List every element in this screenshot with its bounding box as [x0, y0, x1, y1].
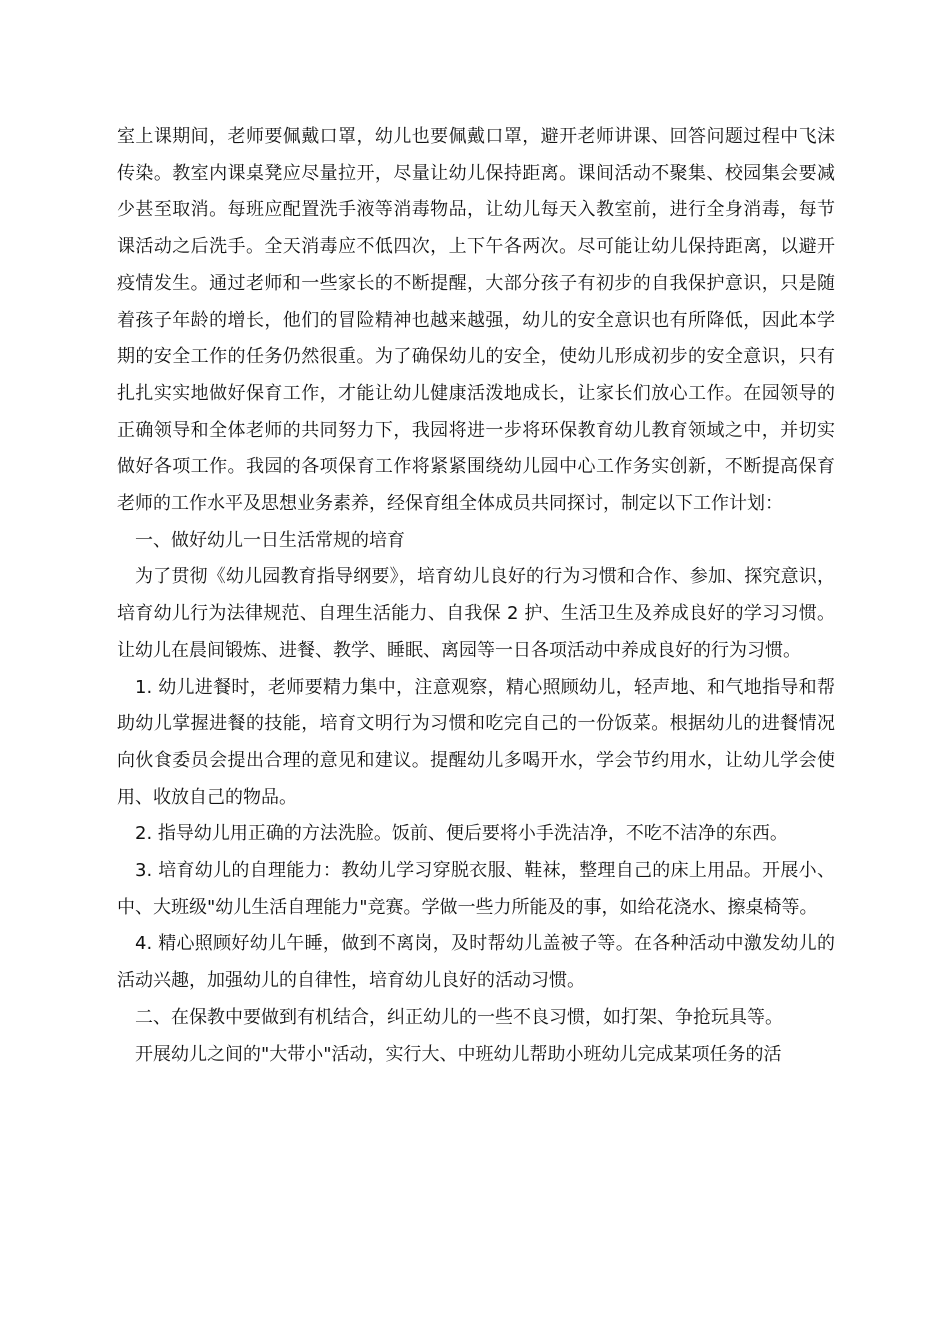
list-item-3: 3. 培育幼儿的自理能力：教幼儿学习穿脱衣服、鞋袜，整理自己的床上用品。开展小、中、大班级"幼儿生活自理能力"竞赛。学做一些力所能及的事，如给花浇水、擦桌椅等。: [117, 860, 835, 918]
list-item-1: 1. 幼儿进餐时，老师要精力集中，注意观察，精心照顾幼儿，轻声地、和气地指导和帮助幼儿掌握进餐的技能，培育文明行为习惯和吃完自己的一份饭菜。根据幼儿的进餐情况向伙食委员会提出合理的意见和建议。提醒幼儿多喝开水，学会节约用水，让幼儿学会使用、收放自己的物品。: [117, 676, 835, 808]
section-heading-1: 一、做好幼儿一日生活常规的培育: [135, 529, 405, 551]
list-item-2: 2. 指导幼儿用正确的方法洗脸。饭前、便后要将小手洗洁净，不吃不洁净的东西。: [135, 823, 788, 845]
paragraph-activity: 开展幼儿之间的"大带小"活动，实行大、中班幼儿帮助小班幼儿完成某项任务的活: [135, 1043, 782, 1065]
paragraph-guideline: 为了贯彻《幼儿园教育指导纲要》，培育幼儿良好的行为习惯和合作、参加、探究意识，培育幼儿行为法律规范、自理生活能力、自我保 2 护、生活卫生及养成良好的学习习惯。让幼儿在晨间锻炼、进餐、教学、睡眠、离园等一日各项活动中养成良好的行为习惯。: [117, 566, 835, 661]
document-page: [117, 119, 835, 1073]
list-item-4: 4. 精心照顾好幼儿午睡，做到不离岗，及时帮幼儿盖被子等。在各种活动中激发幼儿的活动兴趣，加强幼儿的自律性，培育幼儿良好的活动习惯。: [117, 933, 835, 992]
paragraph-intro: 室上课期间，老师要佩戴口罩，幼儿也要佩戴口罩，避开老师讲课、回答问题过程中飞沫传染。教室内课桌凳应尽量拉开，尽量让幼儿保持距离。课间活动不聚集、校园集会要减少甚至取消。每班应配置洗手液等消毒物品，让幼儿每天入教室前，进行全身消毒，每节课活动之后洗手。全天消毒应不低四次，上下午各两次。尽可能让幼儿保持距离，以避开疫情发生。通过老师和一些家长的不断提醒，大部分孩子有初步的自我保护意识，只是随着孩子年龄的增长，他们的冒险精神也越来越强，幼儿的安全意识也有所降低，因此本学期的安全工作的任务仍然很重。为了确保幼儿的安全，使幼儿形成初步的安全意识，只有扎扎实实地做好保育工作，才能让幼儿健康活泼地成长，让家长们放心工作。在园领导的正确领导和全体老师的共同努力下，我园将进一步将环保教育幼儿教育领域之中，并切实做好各项工作。我园的各项保育工作将紧紧围绕幼儿园中心工作务实创新，不断提高保育老师的工作水平及思想业务素养，经保育组全体成员共同探讨，制定以下工作计划：: [117, 126, 835, 515]
section-heading-2: 二、在保教中要做到有机结合，纠正幼儿的一些不良习惯，如打架、争抢玩具等。: [135, 1006, 783, 1028]
